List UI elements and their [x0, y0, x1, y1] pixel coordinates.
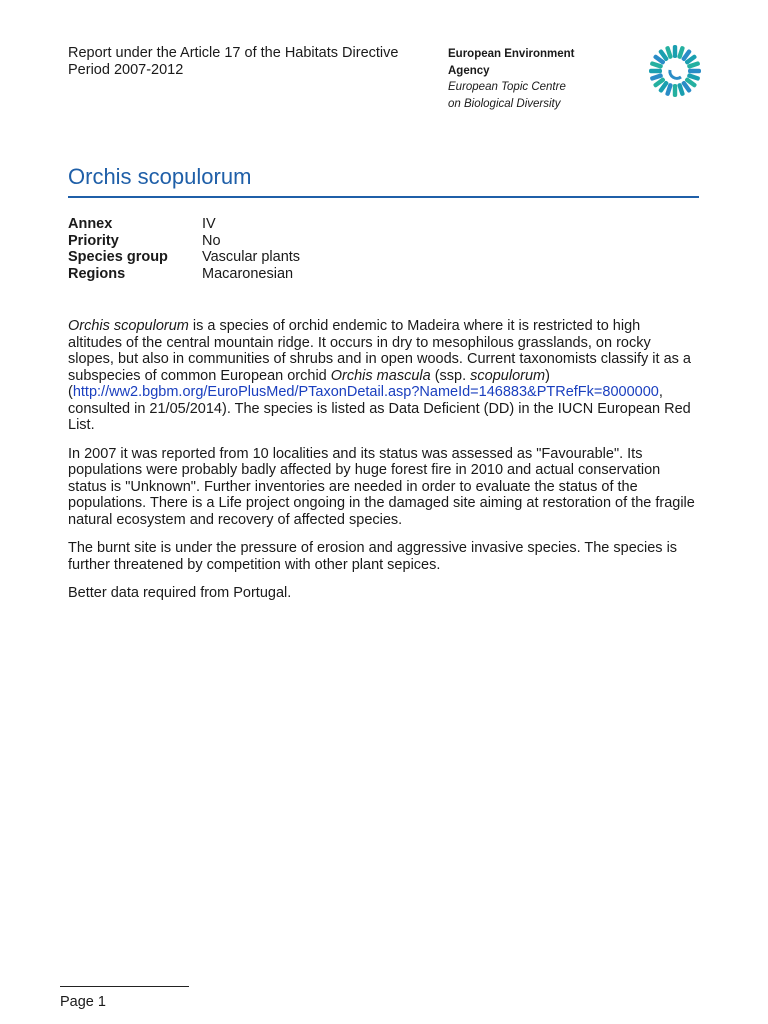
paragraph-threats: The burnt site is under the pressure of erosion and aggressive invasive species. The species is further threatened by competition with other plant sepices.: [68, 540, 678, 573]
logo-petal: [649, 69, 662, 73]
species-description: [68, 318, 698, 614]
eea-logo-icon: [648, 44, 702, 98]
footnote-divider: [60, 986, 189, 987]
paragraph-description: [68, 318, 698, 434]
meta-row-annex: [68, 216, 300, 233]
page-number: Page 1: [60, 994, 106, 1010]
meta-value: IV: [202, 216, 216, 232]
meta-key: Annex: [68, 216, 113, 232]
logo-petal: [688, 69, 701, 73]
logo-petal: [673, 45, 677, 58]
report-header: [68, 45, 398, 79]
meta-key: Species group: [68, 249, 168, 265]
related-species-name: Orchis mascula: [330, 367, 431, 384]
meta-row-priority: [68, 233, 300, 250]
meta-key: Regions: [68, 265, 126, 282]
logo-petal: [673, 84, 677, 97]
text: (ssp.: [430, 367, 471, 384]
title-divider: [68, 196, 699, 198]
etc-name-line1: European Topic Centre: [448, 81, 566, 93]
text: , consulted in 21/05/2014). The species is listed as Data Deficient (DD) in the IUCN European Red List.: [68, 384, 691, 433]
etc-name-line2: on Biological Diversity: [448, 97, 561, 110]
species-name: Orchis scopulorum: [68, 318, 189, 334]
meta-row-regions: [68, 266, 300, 283]
meta-value: Macaronesian: [202, 265, 294, 282]
meta-key: Priority: [68, 232, 119, 249]
page-title: Orchis scopulorum: [68, 164, 252, 189]
agency-name-line2: Agency: [448, 64, 490, 77]
text: (: [68, 384, 73, 400]
species-meta-table: [68, 216, 300, 282]
subspecies-name: scopulorum: [470, 367, 546, 384]
report-period-line: Period 2007-2012: [68, 62, 184, 78]
report-title-line: Report under the Article 17 of the Habitats Directive: [68, 45, 399, 61]
meta-value: Vascular plants: [202, 249, 301, 265]
text: ): [545, 367, 550, 384]
text: is a species of orchid endemic to Madeira where it is restricted to high altitudes of the central mountain ridge. It occurs in dry to mesophilous grasslands, on rocky slopes, but also in communities of shrubs and in open woods. Current taxonomists classify it as a subspecies of common European orchid: [68, 318, 691, 384]
agency-block: [448, 46, 575, 112]
meta-value: No: [202, 232, 221, 249]
meta-row-species-group: [68, 249, 300, 266]
paragraph-data-note: Better data required from Portugal.: [68, 585, 292, 601]
agency-name-line1: European Environment: [448, 48, 575, 60]
paragraph-status: In 2007 it was reported from 10 localities and its status was assessed as "Favourable". Its populations were probably badly affected by huge forest fire in 2010 and actual conservation status is "Unknown". Further inventories are needed in order to evaluate the status of the populations. There is a Life project ongoing in the damaged site aiming at restoration of the fragile natural ecosystem and recovery of affected species.: [68, 445, 695, 528]
taxon-source-link[interactable]: http://ww2.bgbm.org/EuroPlusMed/PTaxonDetail.asp?NameId=146883&PTRefFk=8000000: [72, 384, 659, 400]
